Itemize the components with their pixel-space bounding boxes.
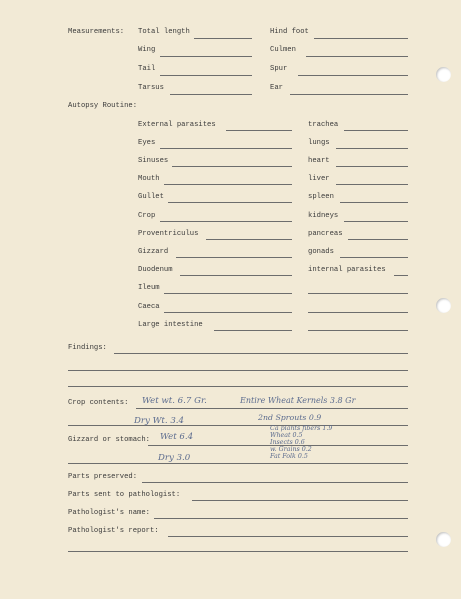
autopsy-item-kidneys: kidneys [308,212,339,220]
crop-sprouts: 2nd Sprouts 0.9 [258,413,322,422]
autopsy-line [180,275,292,276]
gizzard-note-grains: w. Grains 0.2 [270,446,312,453]
autopsy-item-gullet: Gullet [138,193,164,201]
autopsy-item-mouth: Mouth [138,175,160,183]
parts-sent-line [192,500,408,501]
findings-label: Findings: [68,344,107,352]
autopsy-line [336,166,408,167]
autopsy-line [348,239,408,240]
spur-line [298,75,408,76]
crop-contents-line [136,408,408,409]
autopsy-item-eyes: Eyes [138,139,156,147]
crop-contents-label: Crop contents: [68,399,129,407]
crop-entire-wheat: Entire Wheat Kernels 3.8 Gr [240,396,356,405]
crop-contents-line [68,425,408,426]
pathologist-report-line [168,536,408,537]
culmen-line [306,56,408,57]
autopsy-item-liver: liver [308,175,330,183]
crop-wet-weight: Wet wt. 6.7 Gr. [142,396,207,406]
autopsy-line [340,257,408,258]
total-length-line [194,38,252,39]
tail-line [160,75,252,76]
spur-label: Spur [270,65,288,73]
measurements-heading: Measurements: [68,28,125,36]
gizzard-note-fat: Fat Folk 0.5 [270,453,308,460]
gizzard-label: Gizzard or stomach: [68,436,150,444]
autopsy-line [344,221,408,222]
gizzard-wet: Wet 6.4 [160,432,194,442]
autopsy-line [344,130,408,131]
autopsy-item-spleen: spleen [308,193,334,201]
ear-line [290,94,408,95]
parts-sent-label: Parts sent to pathologist: [68,491,181,499]
autopsy-line [226,130,292,131]
autopsy-item-gonads: gonads [308,248,334,256]
total-length-label: Total length [138,28,190,36]
autopsy-line [336,148,408,149]
punch-hole [436,532,451,547]
autopsy-item-trachea: trachea [308,121,339,129]
autopsy-line [308,312,408,313]
autopsy-item-caeca: Caeca [138,303,160,311]
autopsy-line [214,330,292,331]
autopsy-item-external-parasites: External parasites [138,121,216,129]
autopsy-line [394,275,408,276]
punch-hole [436,298,451,313]
autopsy-item-lungs: lungs [308,139,330,147]
tarsus-line [170,94,252,95]
autopsy-item-gizzard: Gizzard [138,248,169,256]
autopsy-item-pancreas: pancreas [308,230,343,238]
parts-preserved-line [142,482,408,483]
hind-foot-line [314,38,408,39]
gizzard-note-insects: Insects 0.6 [270,439,305,446]
pathologist-report-label: Pathologist's report: [68,527,159,535]
gizzard-note-wheat: Wheat 0.5 [270,432,303,439]
autopsy-line [206,239,292,240]
autopsy-line [176,257,292,258]
pathologist-report-line [68,551,408,552]
autopsy-line [164,293,292,294]
ear-label: Ear [270,84,283,92]
findings-line [68,370,408,371]
autopsy-line [164,312,292,313]
autopsy-item-proventriculus: Proventriculus [138,230,199,238]
gizzard-note-plant-fibers: Ca plants fibers 1.9 [270,425,333,432]
crop-dry-weight: Dry Wt. 3.4 [134,416,185,426]
autopsy-line [168,202,292,203]
pathologist-name-line [154,518,408,519]
findings-line [114,353,408,354]
autopsy-line [160,148,292,149]
wing-label: Wing [138,46,156,54]
gizzard-line [68,463,408,464]
autopsy-line [308,293,408,294]
wing-line [160,56,252,57]
autopsy-heading: Autopsy Routine: [68,102,138,110]
gizzard-dry: Dry 3.0 [158,453,191,463]
autopsy-item-large-intestine: Large intestine [138,321,203,329]
parts-preserved-label: Parts preserved: [68,473,138,481]
autopsy-line [164,184,292,185]
hind-foot-label: Hind foot [270,28,309,36]
autopsy-item-ileum: Ileum [138,284,160,292]
autopsy-line [172,166,292,167]
autopsy-line [336,184,408,185]
autopsy-line [340,202,408,203]
tarsus-label: Tarsus [138,84,164,92]
autopsy-item-heart: heart [308,157,330,165]
findings-line [68,386,408,387]
autopsy-line [308,330,408,331]
autopsy-item-crop: Crop [138,212,156,220]
culmen-label: Culmen [270,46,296,54]
tail-label: Tail [138,65,156,73]
autopsy-line [160,221,292,222]
autopsy-item-duodenum: Duodenum [138,266,173,274]
punch-hole [436,67,451,82]
pathologist-name-label: Pathologist's name: [68,509,150,517]
autopsy-item-internal-parasites: internal parasites [308,266,386,274]
autopsy-item-sinuses: Sinuses [138,157,169,165]
